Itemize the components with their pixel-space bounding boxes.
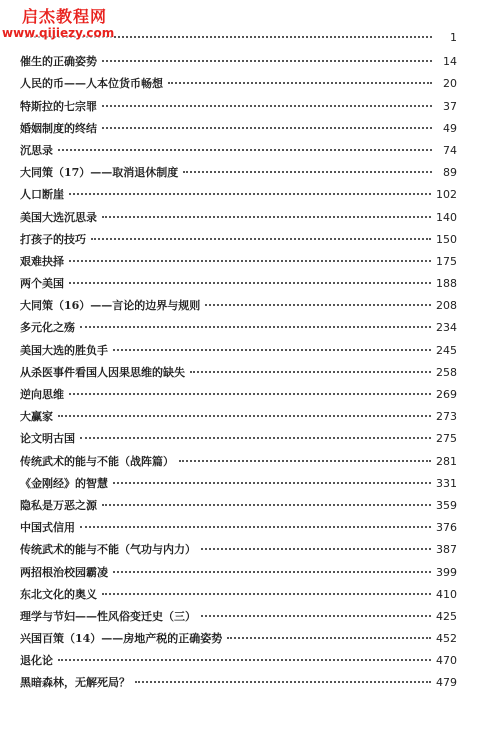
dot-leader xyxy=(69,392,431,395)
toc-entry-page: 245 xyxy=(436,343,457,357)
toc-entry-title: 兴国百策（14）——房地产税的正确姿势 xyxy=(20,632,223,646)
toc-entry[interactable] xyxy=(20,98,457,120)
toc-entry[interactable] xyxy=(20,120,457,142)
toc-entry-title: 从杀医事件看国人因果思维的缺失 xyxy=(20,365,185,379)
dot-leader xyxy=(168,81,432,84)
toc-entry-page: 479 xyxy=(436,676,457,690)
dot-leader xyxy=(201,547,431,550)
toc-entry-title: 打孩子的技巧 xyxy=(20,232,86,246)
table-of-contents xyxy=(20,31,457,697)
toc-entry-title: 传统武术的能与不能（气功与内力） xyxy=(20,543,196,557)
dot-leader xyxy=(69,281,431,284)
toc-entry-page: 258 xyxy=(436,365,457,379)
dot-leader xyxy=(91,237,431,240)
dot-leader xyxy=(102,126,432,129)
dot-leader xyxy=(205,303,431,306)
dot-leader xyxy=(113,570,431,573)
dot-leader xyxy=(58,658,431,661)
toc-entry[interactable] xyxy=(20,342,457,364)
toc-entry-title: 逆向思维 xyxy=(20,388,64,401)
dot-leader xyxy=(58,148,432,151)
toc-entry-page: 410 xyxy=(436,587,457,601)
toc-entry-page: 269 xyxy=(436,388,457,401)
toc-entry-title: 《金刚经》的智慧 xyxy=(20,476,108,490)
toc-entry[interactable] xyxy=(20,275,457,297)
toc-entry[interactable] xyxy=(20,142,457,164)
toc-entry-title: 传统武术的能与不能（战阵篇） xyxy=(20,454,174,468)
toc-entry-title: 理学与节妇——性风俗变迁史（三） xyxy=(20,609,196,623)
toc-entry-title: 艰难抉择 xyxy=(20,254,64,268)
watermark-title: 启杰教程网 xyxy=(22,4,107,27)
dot-leader xyxy=(80,436,431,439)
toc-entry-title: 美国大选的胜负手 xyxy=(20,343,108,357)
toc-entry[interactable] xyxy=(20,453,457,475)
toc-entry-page: 425 xyxy=(436,609,457,623)
toc-entry[interactable] xyxy=(20,586,457,608)
toc-entry-title: 黑暗森林，无解死局？ xyxy=(20,676,130,690)
toc-entry-page: 89 xyxy=(443,166,457,180)
toc-entry-title: 婚姻制度的终结 xyxy=(20,121,97,135)
toc-entry-title: 沉思录 xyxy=(20,143,53,157)
toc-entry[interactable] xyxy=(20,541,457,563)
toc-entry-page: 150 xyxy=(436,232,457,246)
dot-leader xyxy=(183,170,432,173)
toc-entry-page: 49 xyxy=(443,121,457,135)
toc-entry[interactable] xyxy=(20,253,457,275)
toc-entry[interactable] xyxy=(20,186,457,208)
toc-entry[interactable] xyxy=(20,630,457,652)
dot-leader xyxy=(58,414,431,417)
toc-entry-page: 140 xyxy=(436,210,457,224)
toc-entry-title: 两招根治校园霸凌 xyxy=(20,565,108,579)
dot-leader xyxy=(102,592,431,595)
toc-entry-page: 74 xyxy=(443,143,457,157)
toc-entry[interactable] xyxy=(20,564,457,586)
toc-entry-title: 两个美国 xyxy=(20,277,64,291)
toc-entry[interactable] xyxy=(20,386,457,408)
dot-leader xyxy=(102,503,431,506)
toc-entry-title: 人口断崖 xyxy=(20,188,64,202)
toc-entry-page: 188 xyxy=(436,277,457,291)
toc-entry[interactable] xyxy=(20,319,457,341)
toc-entry-page: 234 xyxy=(436,321,457,335)
toc-entry-title: 论文明古国 xyxy=(20,432,75,446)
watermark-url: www.qijiezy.com xyxy=(2,26,115,40)
toc-entry-title: 美国大选沉思录 xyxy=(20,210,97,224)
dot-leader xyxy=(80,525,431,528)
toc-entry[interactable] xyxy=(20,475,457,497)
toc-entry-title: 大同策（17）——取消退休制度 xyxy=(20,166,179,180)
dot-leader xyxy=(102,59,432,62)
dot-leader xyxy=(80,325,431,328)
dot-leader xyxy=(102,104,432,107)
toc-entry-page: 1 xyxy=(450,31,457,44)
toc-entry-page: 470 xyxy=(436,654,457,668)
toc-entry-page: 14 xyxy=(443,55,457,69)
toc-entry-title: 特斯拉的七宗罪 xyxy=(20,99,97,113)
toc-entry[interactable] xyxy=(20,164,457,186)
dot-leader xyxy=(113,348,431,351)
dot-leader xyxy=(113,481,431,484)
toc-entry-title: 中国式信用 xyxy=(20,521,75,535)
toc-entry[interactable] xyxy=(20,519,457,541)
dot-leader xyxy=(227,636,431,639)
toc-entry[interactable] xyxy=(20,674,457,696)
toc-entry-title: 多元化之殇 xyxy=(20,321,75,335)
dot-leader xyxy=(69,192,431,195)
dot-leader xyxy=(190,370,431,373)
toc-entry-page: 359 xyxy=(436,498,457,512)
dot-leader xyxy=(135,680,431,683)
toc-entry-page: 273 xyxy=(436,410,457,424)
toc-entry[interactable] xyxy=(20,53,457,75)
toc-entry-page: 175 xyxy=(436,254,457,268)
toc-entry-title: 大赢家 xyxy=(20,410,53,424)
toc-entry-page: 452 xyxy=(436,632,457,646)
toc-entry[interactable] xyxy=(20,75,457,97)
toc-entry-page: 387 xyxy=(436,543,457,557)
dot-leader xyxy=(201,614,431,617)
toc-entry-page: 37 xyxy=(443,99,457,113)
toc-entry-page: 281 xyxy=(436,454,457,468)
toc-entry-page: 20 xyxy=(443,77,457,91)
toc-entry-page: 275 xyxy=(436,432,457,446)
toc-entry-title: 人民的币——人本位货币畅想 xyxy=(20,77,163,91)
toc-entry[interactable] xyxy=(20,297,457,319)
toc-entry[interactable] xyxy=(20,364,457,386)
toc-entry-page: 399 xyxy=(436,565,457,579)
toc-entry-title: 催生的正确姿势 xyxy=(20,55,97,69)
toc-entry[interactable] xyxy=(20,608,457,630)
toc-entry-title: 退化论 xyxy=(20,654,53,668)
toc-entry[interactable] xyxy=(20,408,457,430)
toc-entry[interactable] xyxy=(20,430,457,452)
toc-entry-page: 102 xyxy=(436,188,457,202)
dot-leader xyxy=(69,259,431,262)
toc-entry-title: 隐私是万恶之源 xyxy=(20,498,97,512)
watermark xyxy=(2,0,132,50)
toc-entry-title: 大同策（16）——言论的边界与规则 xyxy=(20,299,201,313)
dot-leader xyxy=(179,459,431,462)
toc-entry[interactable] xyxy=(20,231,457,253)
toc-entry-title: 东北文化的奥义 xyxy=(20,587,97,601)
toc-entry[interactable] xyxy=(20,497,457,519)
toc-entry[interactable] xyxy=(20,652,457,674)
dot-leader xyxy=(102,215,431,218)
toc-entry-page: 208 xyxy=(436,299,457,313)
toc-entry-page: 331 xyxy=(436,476,457,490)
toc-entry[interactable] xyxy=(20,209,457,231)
toc-entry-page: 376 xyxy=(436,521,457,535)
